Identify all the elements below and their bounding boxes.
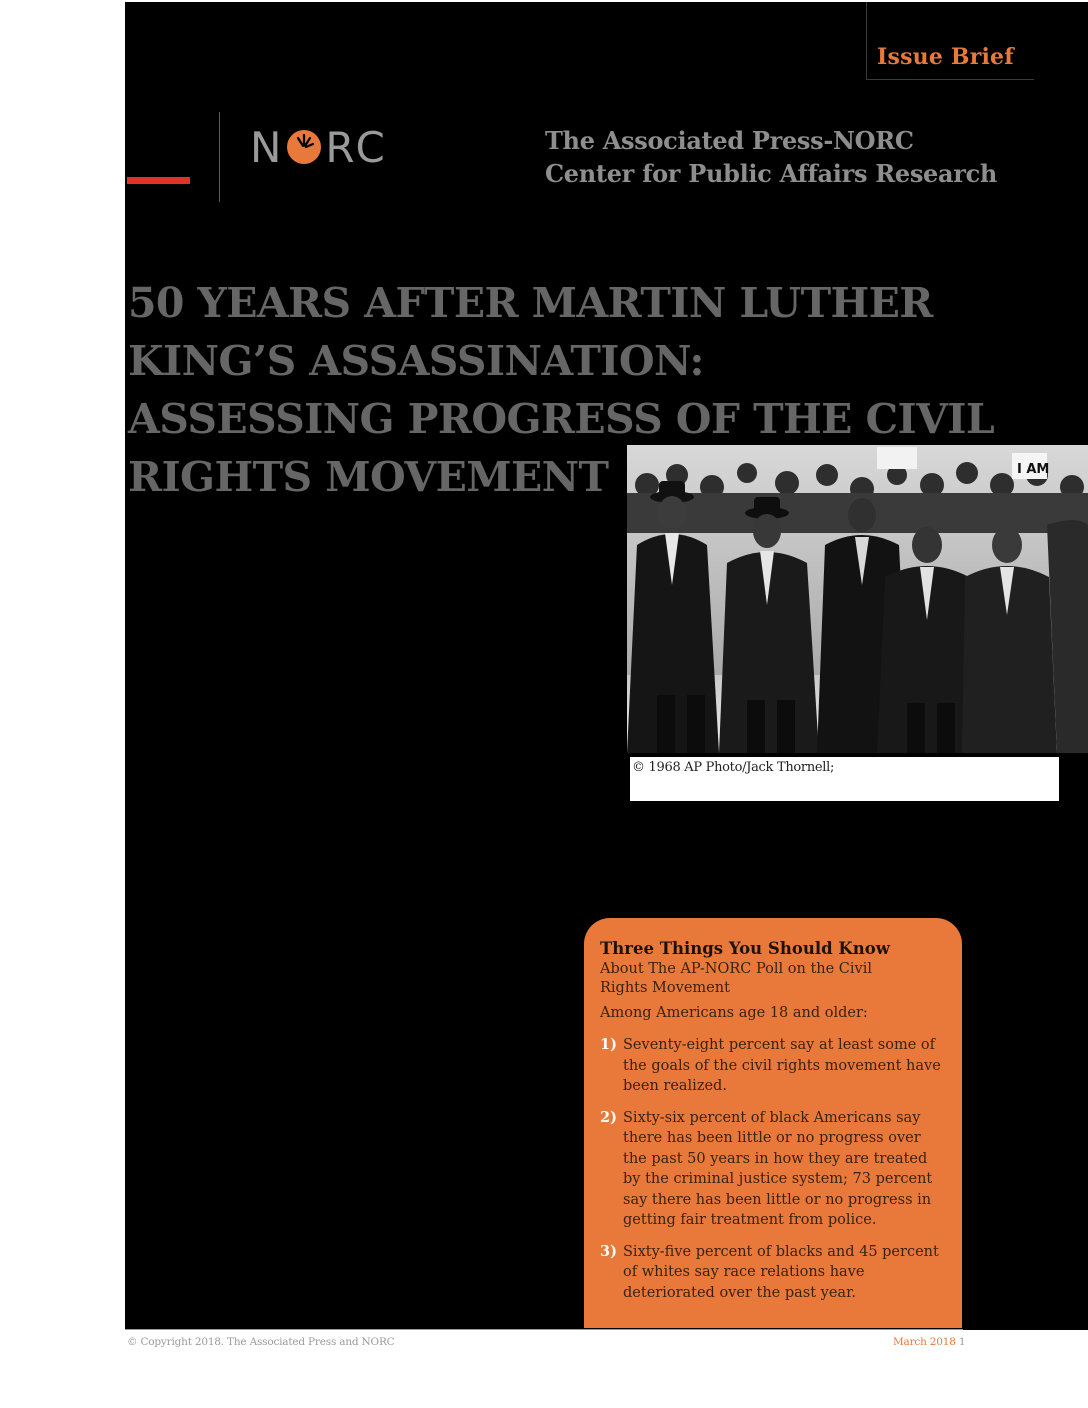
- three-things-sidebar: [584, 918, 962, 1328]
- logo-text-left: N: [250, 122, 285, 172]
- page-number: 1: [958, 1336, 966, 1348]
- norc-logo: [250, 122, 388, 172]
- footer-date: March 2018: [893, 1336, 956, 1348]
- march-photo-illustration: [627, 445, 1088, 753]
- list-item: [600, 1035, 948, 1097]
- norc-logo-mark-icon: [287, 130, 321, 164]
- center-name-line-1: The Associated Press-NORC: [545, 126, 914, 155]
- document-type-label: Issue Brief: [877, 44, 1014, 70]
- key-findings-list: [600, 1035, 948, 1303]
- list-item-number: 3): [600, 1242, 617, 1260]
- protest-sign-text: I AM: [1017, 462, 1050, 477]
- title-line-3: ASSESSING PROGRESS OF THE CIVIL: [128, 395, 995, 443]
- list-item-text: Sixty-six percent of black Americans say there has been little or no progress over the past 50 years in how they are treated by the criminal justice system; 73 percent say there has been little or no progress in getting fair treatment from police.: [623, 1109, 933, 1228]
- title-line-1: 50 YEARS AFTER MARTIN LUTHER: [128, 279, 933, 327]
- sidebar-title: Three Things You Should Know: [600, 939, 890, 958]
- list-item: [600, 1108, 948, 1231]
- march-photo: [627, 445, 1088, 753]
- sidebar-intro: Among Americans age 18 and older:: [600, 1005, 868, 1021]
- logo-divider: [219, 112, 220, 202]
- sidebar-subtitle: About The AP-NORC Poll on the Civil Rights Movement: [600, 961, 873, 996]
- footer-copyright: © Copyright 2018. The Associated Press and NORC: [127, 1336, 395, 1348]
- red-accent-bar: [127, 177, 190, 184]
- list-item-text: Sixty-five percent of blacks and 45 percent of whites say race relations have deteriorated over the past year.: [623, 1243, 939, 1301]
- footer-divider: [125, 1329, 963, 1330]
- list-item-text: Seventy-eight percent say at least some of the goals of the civil rights movement have been realized.: [623, 1037, 941, 1094]
- issue-brief-tab: [866, 2, 1034, 80]
- list-item-number: 1): [600, 1036, 617, 1053]
- logo-text-right: RC: [325, 122, 388, 172]
- title-line-2: KING’S ASSASSINATION:: [128, 337, 704, 385]
- list-item-number: 2): [600, 1108, 617, 1126]
- footer-date-page: [893, 1336, 965, 1348]
- list-item: [600, 1242, 948, 1304]
- photo-caption-box: [630, 757, 1059, 801]
- title-line-4: RIGHTS MOVEMENT: [128, 453, 609, 501]
- center-name: [545, 124, 997, 190]
- photo-caption: © 1968 AP Photo/Jack Thornell;: [632, 760, 835, 775]
- center-name-line-2: Center for Public Affairs Research: [545, 159, 998, 188]
